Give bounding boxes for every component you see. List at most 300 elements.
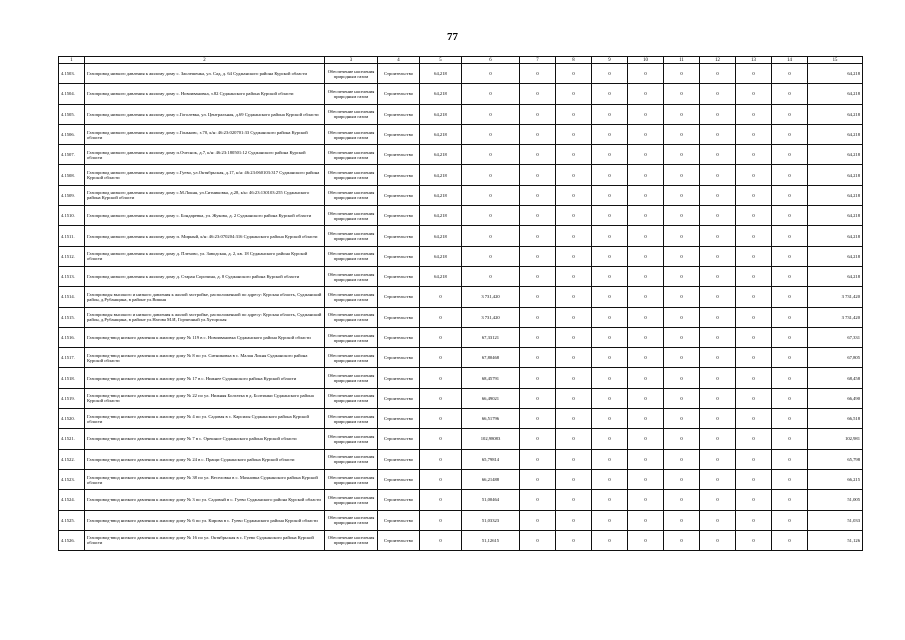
column-number: 3 <box>325 57 378 64</box>
object-name: Газопровод низкого давления к жилому дому с. Заолешенка, ул. Сад, д. 64 Суджанского района Курской области <box>85 64 325 84</box>
value-col-7: 0 <box>520 226 556 246</box>
object-name: Газопровод низкого давления к жилому дому с. Бондаревка, ул. Жукова, д. 2 Суджанского района Курской области <box>85 206 325 226</box>
value-col-5: 0 <box>420 348 462 368</box>
value-col-5: 64,218 <box>420 104 462 124</box>
table-row <box>59 429 863 449</box>
value-col-12: 0 <box>700 388 736 408</box>
object-purpose: Обеспечение населения природным газом <box>325 104 378 124</box>
work-type: Строительство <box>378 64 420 84</box>
value-col-10: 0 <box>628 246 664 266</box>
row-total: 64,218 <box>808 206 863 226</box>
value-col-13: 0 <box>736 449 772 469</box>
value-col-5: 0 <box>420 490 462 510</box>
value-col-5: 0 <box>420 368 462 388</box>
row-number: 4.1510. <box>59 206 85 226</box>
value-col-7: 0 <box>520 104 556 124</box>
work-type: Строительство <box>378 530 420 550</box>
value-col-13: 0 <box>736 246 772 266</box>
value-col-6: 68,45791 <box>462 368 520 388</box>
table-row <box>59 165 863 185</box>
value-col-6: 0 <box>462 64 520 84</box>
object-name: Газопровод низкого давления к жилому дому с.М.Локня, ул.Ситниковка, д.28, к/н: 46:23:130103:255 Суджанского района Курской области <box>85 185 325 205</box>
row-number: 4.1524. <box>59 490 85 510</box>
value-col-6: 102,98083 <box>462 429 520 449</box>
value-col-5: 64,218 <box>420 185 462 205</box>
object-name: Газопровод низкого давления к жилому дому п.Очеснок, д.7, к/н: 46:23:180501:12 Суджанского района Курской области <box>85 145 325 165</box>
value-col-14: 0 <box>772 307 808 327</box>
value-col-5: 0 <box>420 388 462 408</box>
object-name: Газопровод-ввод низкого давления к жилому дому № 22 по ул. Нижняя Болгатка в д. Болтинки Суджанского района Курской области <box>85 388 325 408</box>
value-col-6: 0 <box>462 104 520 124</box>
value-col-7: 0 <box>520 246 556 266</box>
work-type: Строительство <box>378 226 420 246</box>
row-total: 51,126 <box>808 530 863 550</box>
value-col-5: 0 <box>420 510 462 530</box>
value-col-5: 64,218 <box>420 145 462 165</box>
value-col-10: 0 <box>628 185 664 205</box>
row-total: 64,218 <box>808 64 863 84</box>
row-total: 51,005 <box>808 490 863 510</box>
value-col-7: 0 <box>520 409 556 429</box>
value-col-10: 0 <box>628 104 664 124</box>
row-total: 64,218 <box>808 145 863 165</box>
row-number: 4.1522. <box>59 449 85 469</box>
value-col-9: 0 <box>592 327 628 347</box>
table-row <box>59 84 863 104</box>
object-purpose: Обеспечение населения природным газом <box>325 388 378 408</box>
value-col-11: 0 <box>664 348 700 368</box>
value-col-8: 0 <box>556 469 592 489</box>
value-col-8: 0 <box>556 165 592 185</box>
table-row <box>59 327 863 347</box>
value-col-13: 0 <box>736 165 772 185</box>
object-purpose: Обеспечение населения природным газом <box>325 206 378 226</box>
value-col-7: 0 <box>520 510 556 530</box>
value-col-6: 0 <box>462 266 520 286</box>
object-name: Газопровод-ввод низкого давления к жилому дому № 17 в с. Нижнее Суджанского района Курской области <box>85 368 325 388</box>
value-col-11: 0 <box>664 246 700 266</box>
value-col-9: 0 <box>592 165 628 185</box>
table-row <box>59 388 863 408</box>
value-col-14: 0 <box>772 429 808 449</box>
value-col-12: 0 <box>700 348 736 368</box>
object-purpose: Обеспечение населения природным газом <box>325 246 378 266</box>
object-purpose: Обеспечение населения природным газом <box>325 124 378 144</box>
object-name: Газопровод низкого давления к жилому дому п. Мирный, к/н: 46:23:070204:316 Суджанского района Курской области <box>85 226 325 246</box>
value-col-8: 0 <box>556 388 592 408</box>
value-col-7: 0 <box>520 490 556 510</box>
column-number: 10 <box>628 57 664 64</box>
value-col-12: 0 <box>700 409 736 429</box>
row-number: 4.1519. <box>59 388 85 408</box>
value-col-8: 0 <box>556 409 592 429</box>
value-col-7: 0 <box>520 185 556 205</box>
value-col-10: 0 <box>628 145 664 165</box>
work-type: Строительство <box>378 490 420 510</box>
row-number: 4.1514. <box>59 287 85 307</box>
value-col-12: 0 <box>700 469 736 489</box>
value-col-5: 64,218 <box>420 206 462 226</box>
value-col-9: 0 <box>592 226 628 246</box>
value-col-7: 0 <box>520 307 556 327</box>
value-col-8: 0 <box>556 530 592 550</box>
value-col-12: 0 <box>700 104 736 124</box>
row-number: 4.1512. <box>59 246 85 266</box>
table-row <box>59 124 863 144</box>
work-type: Строительство <box>378 246 420 266</box>
value-col-8: 0 <box>556 64 592 84</box>
value-col-6: 0 <box>462 185 520 205</box>
value-col-11: 0 <box>664 368 700 388</box>
object-purpose: Обеспечение населения природным газом <box>325 490 378 510</box>
object-purpose: Обеспечение населения природным газом <box>325 226 378 246</box>
table-row <box>59 206 863 226</box>
value-col-13: 0 <box>736 64 772 84</box>
value-col-12: 0 <box>700 510 736 530</box>
value-col-12: 0 <box>700 429 736 449</box>
value-col-5: 64,218 <box>420 64 462 84</box>
row-number: 4.1525. <box>59 510 85 530</box>
object-purpose: Обеспечение населения природным газом <box>325 409 378 429</box>
value-col-12: 0 <box>700 530 736 550</box>
value-col-14: 0 <box>772 185 808 205</box>
object-name: Газопровод низкого давления к жилому дому д. Старая Сорочина, д. 8 Суджанского района Курской области <box>85 266 325 286</box>
value-col-14: 0 <box>772 64 808 84</box>
page-number: 77 <box>447 31 458 43</box>
value-col-7: 0 <box>520 206 556 226</box>
work-type: Строительство <box>378 307 420 327</box>
value-col-14: 0 <box>772 84 808 104</box>
value-col-7: 0 <box>520 84 556 104</box>
value-col-6: 67,33121 <box>462 327 520 347</box>
work-type: Строительство <box>378 104 420 124</box>
value-col-13: 0 <box>736 84 772 104</box>
table-row <box>59 104 863 124</box>
object-name: Газопровод-ввод низкого давления к жилому дому № 24 в с. Пращи Суджанского района Курской области <box>85 449 325 469</box>
value-col-10: 0 <box>628 388 664 408</box>
value-col-13: 0 <box>736 226 772 246</box>
value-col-13: 0 <box>736 409 772 429</box>
value-col-12: 0 <box>700 246 736 266</box>
value-col-10: 0 <box>628 348 664 368</box>
value-col-7: 0 <box>520 469 556 489</box>
object-name: Газопровод низкого давления к жилому дому с. Новоивановка, з.82 Суджанского района Курской области <box>85 84 325 104</box>
value-col-8: 0 <box>556 348 592 368</box>
value-col-11: 0 <box>664 226 700 246</box>
object-purpose: Обеспечение населения природным газом <box>325 64 378 84</box>
row-total: 3 731,420 <box>808 287 863 307</box>
value-col-14: 0 <box>772 348 808 368</box>
value-col-9: 0 <box>592 469 628 489</box>
value-col-5: 0 <box>420 530 462 550</box>
value-col-11: 0 <box>664 84 700 104</box>
value-col-8: 0 <box>556 490 592 510</box>
value-col-9: 0 <box>592 368 628 388</box>
row-number: 4.1504. <box>59 84 85 104</box>
value-col-14: 0 <box>772 327 808 347</box>
row-total: 64,218 <box>808 266 863 286</box>
table-row <box>59 368 863 388</box>
value-col-6: 0 <box>462 206 520 226</box>
value-col-13: 0 <box>736 266 772 286</box>
value-col-8: 0 <box>556 266 592 286</box>
value-col-9: 0 <box>592 287 628 307</box>
value-col-7: 0 <box>520 429 556 449</box>
value-col-6: 3 731,420 <box>462 307 520 327</box>
work-type: Строительство <box>378 206 420 226</box>
value-col-14: 0 <box>772 104 808 124</box>
value-col-9: 0 <box>592 348 628 368</box>
value-col-7: 0 <box>520 388 556 408</box>
value-col-13: 0 <box>736 307 772 327</box>
table-row <box>59 185 863 205</box>
value-col-13: 0 <box>736 104 772 124</box>
value-col-12: 0 <box>700 206 736 226</box>
row-total: 51,033 <box>808 510 863 530</box>
value-col-13: 0 <box>736 388 772 408</box>
value-col-11: 0 <box>664 104 700 124</box>
object-purpose: Обеспечение населения природным газом <box>325 449 378 469</box>
object-name: Газопровод-ввод низкого давления к жилому дому № 119 в с. Новоивановка Суджанского района Курской области <box>85 327 325 347</box>
value-col-11: 0 <box>664 388 700 408</box>
row-total: 64,218 <box>808 104 863 124</box>
row-number: 4.1520. <box>59 409 85 429</box>
column-number: 7 <box>520 57 556 64</box>
value-col-8: 0 <box>556 510 592 530</box>
row-number: 4.1509. <box>59 185 85 205</box>
value-col-13: 0 <box>736 124 772 144</box>
object-name: Газопровод низкого давления к жилому дому с.Гоголевка, ул. Центральная, д.69 Суджанского района Курской области <box>85 104 325 124</box>
column-number: 1 <box>59 57 85 64</box>
value-col-9: 0 <box>592 307 628 327</box>
value-col-12: 0 <box>700 64 736 84</box>
value-col-11: 0 <box>664 185 700 205</box>
object-name: Газопровод низкого давления к жилому дому с.Гуево, ул.Октябрьская, д.17, к/н: 46:23:060103:317 Суджанского района Курской области <box>85 165 325 185</box>
table-row <box>59 469 863 489</box>
value-col-8: 0 <box>556 84 592 104</box>
object-name: Газопровод-ввод низкого давления к жилому дому № 4 по ул. Садовая в с. Карсилы Суджанского района Курской области <box>85 409 325 429</box>
row-total: 3 731,420 <box>808 307 863 327</box>
work-type: Строительство <box>378 469 420 489</box>
value-col-7: 0 <box>520 327 556 347</box>
value-col-9: 0 <box>592 104 628 124</box>
value-col-8: 0 <box>556 287 592 307</box>
column-number: 5 <box>420 57 462 64</box>
row-number: 4.1517. <box>59 348 85 368</box>
value-col-11: 0 <box>664 287 700 307</box>
value-col-11: 0 <box>664 429 700 449</box>
row-total: 64,218 <box>808 84 863 104</box>
row-total: 67,805 <box>808 348 863 368</box>
column-number-row <box>59 57 863 64</box>
value-col-10: 0 <box>628 307 664 327</box>
value-col-8: 0 <box>556 368 592 388</box>
value-col-10: 0 <box>628 206 664 226</box>
value-col-8: 0 <box>556 327 592 347</box>
value-col-6: 0 <box>462 165 520 185</box>
row-number: 4.1508. <box>59 165 85 185</box>
object-purpose: Обеспечение населения природным газом <box>325 185 378 205</box>
column-number: 9 <box>592 57 628 64</box>
value-col-9: 0 <box>592 64 628 84</box>
work-type: Строительство <box>378 185 420 205</box>
value-col-11: 0 <box>664 206 700 226</box>
object-purpose: Обеспечение населения природным газом <box>325 165 378 185</box>
object-name: Газопровод-ввод низкого давления к жилому дому № 7 в с. Орешное Суджанского района Курской области <box>85 429 325 449</box>
value-col-12: 0 <box>700 124 736 144</box>
value-col-14: 0 <box>772 246 808 266</box>
value-col-9: 0 <box>592 449 628 469</box>
value-col-11: 0 <box>664 327 700 347</box>
value-col-12: 0 <box>700 449 736 469</box>
value-col-7: 0 <box>520 449 556 469</box>
row-total: 65,798 <box>808 449 863 469</box>
row-total: 68,458 <box>808 368 863 388</box>
value-col-11: 0 <box>664 490 700 510</box>
value-col-10: 0 <box>628 226 664 246</box>
value-col-6: 66,21488 <box>462 469 520 489</box>
row-number: 4.1507. <box>59 145 85 165</box>
object-name: Газопровод-ввод низкого давления к жилому дому № 38 по ул. Веселовка в с. Махновка Суджанского района Курской области <box>85 469 325 489</box>
value-col-12: 0 <box>700 327 736 347</box>
work-type: Строительство <box>378 266 420 286</box>
value-col-8: 0 <box>556 449 592 469</box>
value-col-14: 0 <box>772 449 808 469</box>
object-purpose: Обеспечение населения природным газом <box>325 469 378 489</box>
object-purpose: Обеспечение населения природным газом <box>325 429 378 449</box>
value-col-6: 65,79814 <box>462 449 520 469</box>
value-col-7: 0 <box>520 124 556 144</box>
row-total: 102,981 <box>808 429 863 449</box>
value-col-10: 0 <box>628 490 664 510</box>
row-total: 67,331 <box>808 327 863 347</box>
value-col-5: 0 <box>420 469 462 489</box>
value-col-5: 0 <box>420 327 462 347</box>
value-col-9: 0 <box>592 266 628 286</box>
value-col-6: 51,03323 <box>462 510 520 530</box>
value-col-6: 0 <box>462 145 520 165</box>
row-total: 64,218 <box>808 226 863 246</box>
value-col-7: 0 <box>520 368 556 388</box>
table-row <box>59 246 863 266</box>
column-number: 14 <box>772 57 808 64</box>
value-col-12: 0 <box>700 84 736 104</box>
column-number: 15 <box>808 57 863 64</box>
table-row <box>59 490 863 510</box>
object-purpose: Обеспечение населения природным газом <box>325 530 378 550</box>
value-col-14: 0 <box>772 226 808 246</box>
work-type: Строительство <box>378 409 420 429</box>
row-total: 64,218 <box>808 185 863 205</box>
value-col-9: 0 <box>592 388 628 408</box>
value-col-11: 0 <box>664 530 700 550</box>
row-total: 64,218 <box>808 246 863 266</box>
value-col-14: 0 <box>772 266 808 286</box>
column-number: 2 <box>85 57 325 64</box>
row-number: 4.1523. <box>59 469 85 489</box>
value-col-14: 0 <box>772 368 808 388</box>
value-col-11: 0 <box>664 145 700 165</box>
investment-table <box>58 56 863 551</box>
value-col-8: 0 <box>556 104 592 124</box>
value-col-11: 0 <box>664 449 700 469</box>
value-col-12: 0 <box>700 490 736 510</box>
value-col-14: 0 <box>772 206 808 226</box>
value-col-10: 0 <box>628 287 664 307</box>
object-name: Газопровод низкого давления к жилому дому с.Гоньковс, з.70, к/н: 46:23:020701:33 Суджанского района Курской области <box>85 124 325 144</box>
column-number: 13 <box>736 57 772 64</box>
value-col-9: 0 <box>592 530 628 550</box>
value-col-14: 0 <box>772 510 808 530</box>
value-col-5: 0 <box>420 449 462 469</box>
object-name: Газопровод-ввод низкого давления к жилому дому № 8 по ул. Ситниковка в с. Малая Локня Суджанского района Курской области <box>85 348 325 368</box>
value-col-9: 0 <box>592 490 628 510</box>
object-purpose: Обеспечение населения природным газом <box>325 84 378 104</box>
value-col-6: 51,00464 <box>462 490 520 510</box>
value-col-12: 0 <box>700 145 736 165</box>
column-number: 11 <box>664 57 700 64</box>
work-type: Строительство <box>378 368 420 388</box>
column-number: 6 <box>462 57 520 64</box>
row-number: 4.1516. <box>59 327 85 347</box>
work-type: Строительство <box>378 84 420 104</box>
table-row <box>59 409 863 429</box>
value-col-5: 64,218 <box>420 226 462 246</box>
value-col-13: 0 <box>736 145 772 165</box>
value-col-8: 0 <box>556 429 592 449</box>
table-row <box>59 510 863 530</box>
value-col-10: 0 <box>628 124 664 144</box>
value-col-10: 0 <box>628 409 664 429</box>
value-col-6: 0 <box>462 246 520 266</box>
value-col-14: 0 <box>772 388 808 408</box>
row-number: 4.1515. <box>59 307 85 327</box>
object-purpose: Обеспечение населения природным газом <box>325 327 378 347</box>
value-col-14: 0 <box>772 165 808 185</box>
object-purpose: Обеспечение населения природным газом <box>325 368 378 388</box>
value-col-9: 0 <box>592 206 628 226</box>
value-col-14: 0 <box>772 530 808 550</box>
row-number: 4.1513. <box>59 266 85 286</box>
row-number: 4.1503. <box>59 64 85 84</box>
value-col-6: 0 <box>462 124 520 144</box>
table-row <box>59 530 863 550</box>
value-col-9: 0 <box>592 124 628 144</box>
table-row <box>59 226 863 246</box>
column-number: 4 <box>378 57 420 64</box>
work-type: Строительство <box>378 287 420 307</box>
value-col-9: 0 <box>592 145 628 165</box>
object-purpose: Обеспечение населения природным газом <box>325 287 378 307</box>
table-row <box>59 64 863 84</box>
value-col-10: 0 <box>628 368 664 388</box>
value-col-13: 0 <box>736 287 772 307</box>
value-col-8: 0 <box>556 185 592 205</box>
row-number: 4.1526. <box>59 530 85 550</box>
value-col-12: 0 <box>700 368 736 388</box>
object-name: Газопроводы высокого и низкого давления к жилой застройке, расположенной по адресу: Курская область, Суджанский район, д.Рубанщина, в районе ул.Нагова М.И, Горчичный ул.Хуторская <box>85 307 325 327</box>
value-col-13: 0 <box>736 368 772 388</box>
value-col-6: 66,51796 <box>462 409 520 429</box>
value-col-10: 0 <box>628 429 664 449</box>
value-col-10: 0 <box>628 510 664 530</box>
value-col-9: 0 <box>592 429 628 449</box>
object-name: Газопровод низкого давления к жилому дому д. Плехово, ул. Заводская, д. 2, кв. 18 Суджанского района Курской области <box>85 246 325 266</box>
table-row <box>59 145 863 165</box>
value-col-5: 0 <box>420 307 462 327</box>
work-type: Строительство <box>378 165 420 185</box>
value-col-11: 0 <box>664 124 700 144</box>
